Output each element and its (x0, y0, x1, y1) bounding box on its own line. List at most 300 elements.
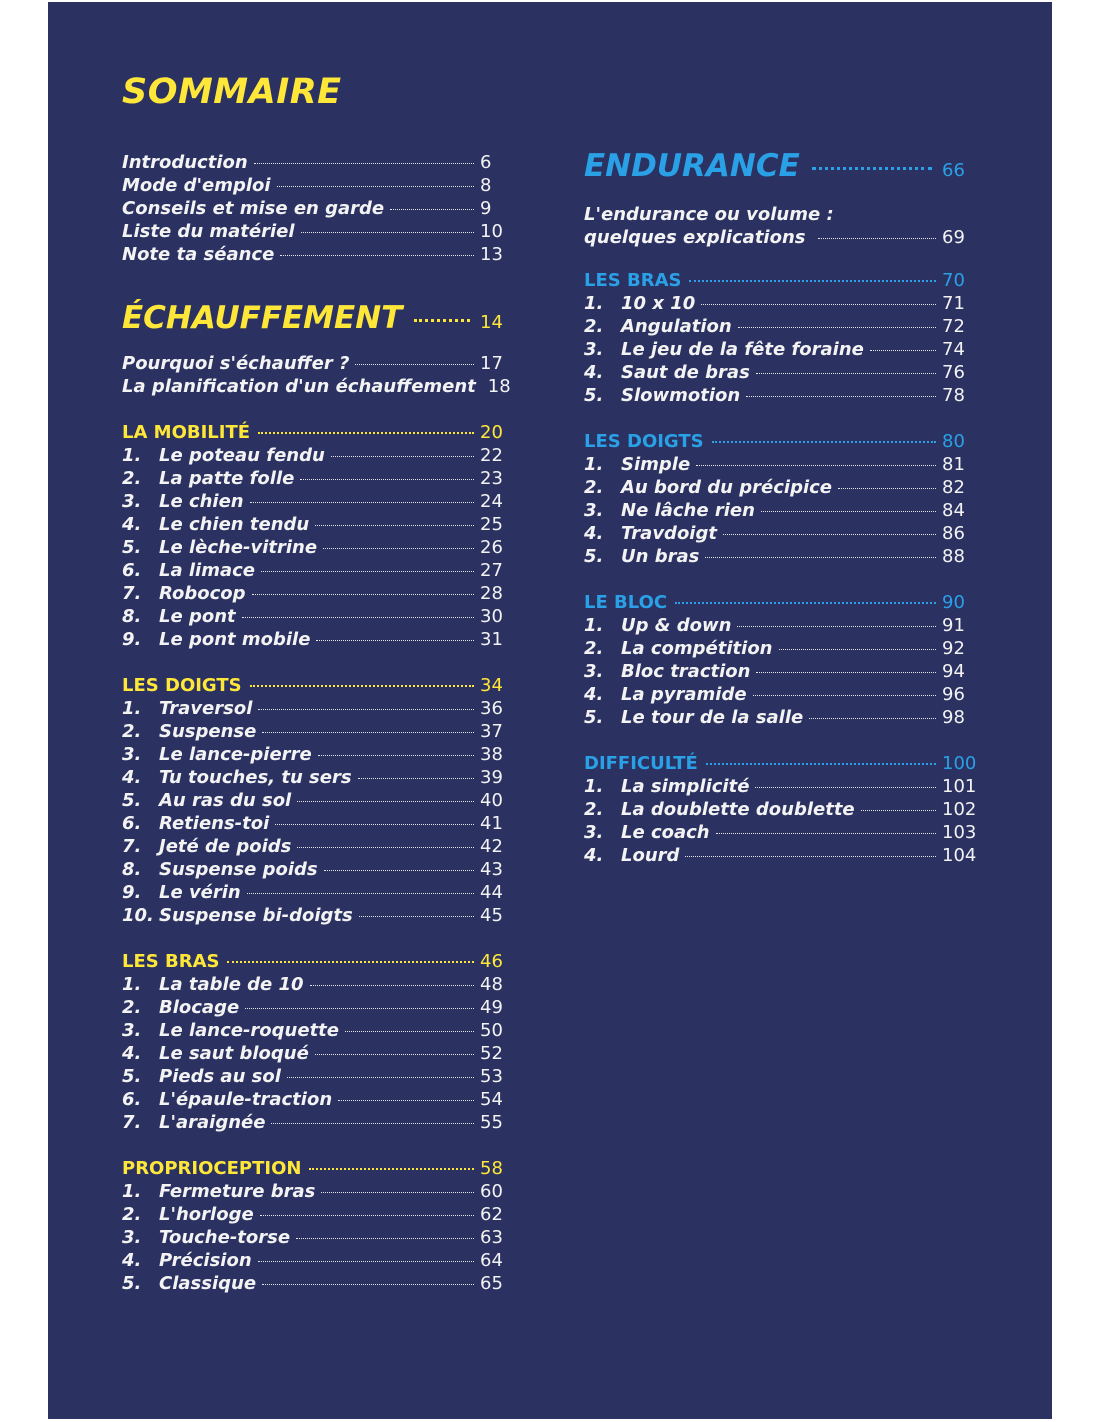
toc-entry-label: Pourquoi s'échauffer ? (122, 353, 350, 374)
toc-entry-number: 6. (122, 1089, 142, 1110)
toc-entry-label: Au bord du précipice (621, 477, 832, 498)
toc-entry[interactable] (122, 560, 514, 583)
section-page: 58 (480, 1158, 503, 1179)
endurance-title: ENDURANCE (584, 148, 800, 184)
toc-entry-label: 10 x 10 (621, 293, 696, 314)
toc-entry-page: 98 (942, 707, 965, 728)
toc-entry[interactable] (122, 1089, 514, 1112)
section-page: 34 (480, 675, 503, 696)
leader-dots (247, 893, 474, 894)
endurance-page: 66 (942, 160, 965, 181)
toc-entry-label: La doublette doublette (621, 799, 855, 820)
toc-entry-label: Le lance-roquette (159, 1020, 339, 1041)
toc-entry-number: 4. (584, 523, 604, 544)
intro-entry[interactable] (122, 376, 514, 399)
echauffement-sections (122, 422, 514, 1296)
toc-entry[interactable] (584, 316, 976, 339)
toc-entry-page: 103 (942, 822, 977, 843)
toc-entry-number: 4. (584, 684, 604, 705)
toc-entry-label: Retiens-toi (159, 813, 270, 834)
toc-entry[interactable] (584, 293, 976, 316)
leader-dots (245, 1008, 474, 1009)
toc-entry-number: 3. (122, 1020, 142, 1041)
toc-entry[interactable] (584, 385, 976, 408)
toc-entry[interactable] (122, 583, 514, 606)
toc-entry[interactable] (122, 1020, 514, 1043)
toc-entry-number: 3. (122, 491, 142, 512)
toc-entry-page: 101 (942, 776, 977, 797)
toc-entry[interactable] (122, 1250, 514, 1273)
toc-entry-number: 2. (122, 468, 142, 489)
toc-entry[interactable] (122, 1273, 514, 1296)
toc-entry-number: 1. (584, 776, 604, 797)
toc-section (122, 675, 514, 928)
toc-entry[interactable] (584, 684, 976, 707)
echauffement-title: ÉCHAUFFEMENT (122, 300, 403, 336)
toc-entry-label: Le chien tendu (159, 514, 310, 535)
leader-dots (309, 1168, 474, 1170)
toc-entry-label: La simplicité (621, 776, 750, 797)
toc-entry-label: L'horloge (159, 1204, 254, 1225)
toc-entry-label: Angulation (621, 316, 732, 337)
toc-page (48, 2, 1052, 1419)
toc-entry[interactable] (122, 1181, 514, 1204)
toc-entry-page: 26 (480, 537, 503, 558)
toc-entry-label: Le coach (621, 822, 710, 843)
section-heading[interactable] (122, 1158, 514, 1181)
section-page: 80 (942, 431, 965, 452)
leader-dots (779, 649, 937, 650)
toc-entry[interactable] (122, 1204, 514, 1227)
toc-entry-number: 2. (122, 997, 142, 1018)
left-column (122, 152, 514, 1296)
toc-entry-label: Ne lâche rien (621, 500, 755, 521)
toc-entry-number: 3. (584, 822, 604, 843)
toc-entry-label: Le pont (159, 606, 236, 627)
intro-entry[interactable] (122, 221, 514, 244)
toc-entry[interactable] (584, 638, 976, 661)
toc-entry-number: 7. (122, 836, 142, 857)
toc-entry-page: 22 (480, 445, 503, 466)
toc-entry[interactable] (122, 537, 514, 560)
toc-entry-page: 38 (480, 744, 503, 765)
toc-entry-label: Introduction (122, 152, 248, 173)
toc-entry-label: L'araignée (159, 1112, 266, 1133)
section-heading[interactable] (122, 422, 514, 445)
toc-entry-page: 76 (942, 362, 965, 383)
leader-dots (685, 856, 936, 857)
section-page: 90 (942, 592, 965, 613)
toc-entry-page: 10 (480, 221, 503, 242)
toc-entry-page: 102 (942, 799, 977, 820)
toc-entry-number: 8. (122, 606, 142, 627)
toc-entry-label: Le lèche-vitrine (159, 537, 318, 558)
leader-dots (261, 571, 474, 572)
leader-dots (359, 916, 474, 917)
toc-entry[interactable] (584, 500, 976, 523)
toc-entry-number: 1. (584, 615, 604, 636)
toc-entry[interactable] (584, 362, 976, 385)
toc-entry-page: 18 (487, 376, 511, 397)
toc-entry[interactable] (122, 997, 514, 1020)
toc-entry-number: 4. (122, 1250, 142, 1271)
toc-entry[interactable] (122, 882, 514, 905)
intro-entry[interactable] (122, 198, 514, 221)
leader-dots (227, 961, 474, 963)
toc-entry-label: Au ras du sol (159, 790, 292, 811)
toc-entry[interactable] (584, 546, 976, 569)
leader-dots (287, 1077, 474, 1078)
right-column (584, 148, 976, 868)
toc-entry[interactable] (122, 836, 514, 859)
leader-dots (738, 327, 936, 328)
toc-entry-number: 10. (122, 905, 154, 926)
toc-entry-page: 92 (942, 638, 965, 659)
leader-dots (318, 755, 474, 756)
section-title: LES DOIGTS (584, 431, 704, 452)
toc-entry-label: Lourd (621, 845, 680, 866)
section-heading[interactable] (584, 270, 976, 293)
leader-dots (338, 1100, 474, 1101)
section-title: LES BRAS (584, 270, 682, 291)
toc-entry-number: 9. (122, 882, 142, 903)
toc-entry[interactable] (122, 1227, 514, 1250)
toc-entry[interactable] (122, 721, 514, 744)
toc-entry-label: Conseils et mise en garde (122, 198, 385, 219)
toc-entry[interactable] (122, 905, 514, 928)
endurance-intro[interactable] (584, 204, 976, 250)
toc-entry-label: Le tour de la salle (621, 707, 804, 728)
toc-entry-page: 36 (480, 698, 503, 719)
leader-dots (696, 465, 936, 466)
section-title: LE BLOC (584, 592, 668, 613)
toc-entry-label: Mode d'emploi (122, 175, 271, 196)
leader-dots (258, 709, 474, 710)
leader-dots (262, 732, 474, 733)
toc-entry[interactable] (122, 491, 514, 514)
toc-entry-label: Le lance-pierre (159, 744, 312, 765)
toc-entry-number: 3. (584, 661, 604, 682)
echauffement-heading[interactable] (122, 300, 514, 340)
leader-dots (723, 534, 936, 535)
toc-entry[interactable] (584, 615, 976, 638)
section-title: LES DOIGTS (122, 675, 242, 696)
toc-entry[interactable] (584, 477, 976, 500)
toc-entry-number: 7. (122, 583, 142, 604)
toc-entry-number: 6. (122, 813, 142, 834)
leader-dots (390, 209, 474, 210)
toc-entry[interactable] (584, 707, 976, 730)
toc-entry-label: Un bras (621, 546, 700, 567)
toc-entry-number: 1. (584, 293, 604, 314)
toc-section (122, 422, 514, 652)
toc-entry-page: 28 (480, 583, 503, 604)
toc-entry-page: 30 (480, 606, 503, 627)
toc-entry[interactable] (584, 523, 976, 546)
endurance-intro-line1: L'endurance ou volume : (584, 204, 834, 225)
endurance-heading[interactable] (584, 148, 976, 188)
toc-entry[interactable] (122, 1043, 514, 1066)
toc-entry-page: 40 (480, 790, 503, 811)
page-title: SOMMAIRE (122, 72, 342, 112)
toc-entry-label: La limace (159, 560, 256, 581)
leader-dots (315, 525, 474, 526)
toc-entry[interactable] (584, 661, 976, 684)
leader-dots (315, 1054, 474, 1055)
toc-entry[interactable] (122, 1112, 514, 1135)
intro-entry[interactable] (122, 175, 514, 198)
endurance-intro-line2: quelques explications (584, 227, 806, 248)
toc-entry-label: Up & down (621, 615, 732, 636)
toc-entry-label: Touche-torse (159, 1227, 291, 1248)
toc-section (584, 592, 976, 730)
toc-entry-label: Suspense poids (159, 859, 318, 880)
toc-entry-page: 96 (942, 684, 965, 705)
leader-dots (254, 163, 474, 164)
section-heading[interactable] (122, 675, 514, 698)
toc-entry-number: 2. (584, 316, 604, 337)
section-page: 100 (942, 753, 977, 774)
toc-entry-page: 27 (480, 560, 503, 581)
toc-entry-page: 64 (480, 1250, 503, 1271)
leader-dots (250, 502, 474, 503)
toc-entry-number: 2. (584, 799, 604, 820)
toc-entry-label: La patte folle (159, 468, 295, 489)
leader-dots (310, 985, 474, 986)
leader-dots (345, 1031, 474, 1032)
toc-entry-number: 4. (122, 514, 142, 535)
toc-entry-number: 4. (122, 1043, 142, 1064)
toc-entry-number: 2. (122, 721, 142, 742)
toc-entry-label: La planification d'un échauffement (122, 376, 476, 397)
leader-dots (737, 626, 936, 627)
toc-entry[interactable] (122, 629, 514, 652)
toc-entry-number: 4. (584, 362, 604, 383)
leader-dots (301, 232, 474, 233)
toc-entry[interactable] (122, 974, 514, 997)
toc-entry-page: 44 (480, 882, 503, 903)
toc-entry[interactable] (122, 468, 514, 491)
leader-dots (262, 1284, 474, 1285)
leader-dots (275, 824, 474, 825)
toc-section (122, 951, 514, 1135)
toc-entry-number: 1. (122, 698, 142, 719)
toc-entry-page: 39 (480, 767, 503, 788)
section-page: 46 (480, 951, 503, 972)
intro-entry[interactable] (122, 244, 514, 267)
toc-entry-label: Précision (159, 1250, 252, 1271)
toc-entry-number: 5. (584, 385, 604, 406)
toc-entry-label: Le vérin (159, 882, 241, 903)
toc-entry-number: 3. (122, 1227, 142, 1248)
leader-dots (761, 511, 936, 512)
toc-entry[interactable] (122, 1066, 514, 1089)
leader-dots (675, 602, 936, 604)
leader-dots (838, 488, 936, 489)
toc-entry-page: 24 (480, 491, 503, 512)
toc-entry-label: Le poteau fendu (159, 445, 325, 466)
leader-dots (271, 1123, 474, 1124)
leader-dots (316, 640, 474, 641)
leader-dots (297, 801, 474, 802)
toc-entry-label: Slowmotion (621, 385, 741, 406)
intro-list (122, 152, 514, 267)
toc-entry[interactable] (584, 454, 976, 477)
toc-entry-page: 50 (480, 1020, 503, 1041)
leader-dots (818, 238, 937, 239)
section-heading[interactable] (584, 431, 976, 454)
toc-entry-page: 81 (942, 454, 965, 475)
toc-entry-label: Le jeu de la fête foraine (621, 339, 864, 360)
toc-entry-page: 86 (942, 523, 965, 544)
toc-entry[interactable] (122, 859, 514, 882)
toc-entry-label: Blocage (159, 997, 240, 1018)
toc-entry-number: 1. (122, 1181, 142, 1202)
echauffement-page: 14 (480, 312, 503, 333)
toc-entry-page: 54 (480, 1089, 503, 1110)
toc-entry-number: 5. (122, 537, 142, 558)
leader-dots (258, 1261, 474, 1262)
toc-entry-page: 48 (480, 974, 503, 995)
toc-entry-page: 13 (480, 244, 503, 265)
leader-dots (250, 685, 474, 687)
toc-entry-number: 5. (584, 707, 604, 728)
toc-entry-page: 52 (480, 1043, 503, 1064)
echauffement-intro-list (122, 353, 514, 399)
toc-entry-label: La compétition (621, 638, 773, 659)
toc-entry-page: 94 (942, 661, 965, 682)
toc-entry-page: 88 (942, 546, 965, 567)
toc-entry-page: 65 (480, 1273, 503, 1294)
leader-dots (252, 594, 474, 595)
toc-entry-page: 43 (480, 859, 503, 880)
toc-entry-number: 1. (122, 445, 142, 466)
leader-dots (323, 548, 474, 549)
toc-entry[interactable] (122, 767, 514, 790)
leader-dots (756, 373, 936, 374)
toc-entry-page: 71 (942, 293, 965, 314)
toc-entry-page: 84 (942, 500, 965, 521)
toc-entry-number: 8. (122, 859, 142, 880)
section-heading[interactable] (584, 592, 976, 615)
toc-section (584, 753, 976, 868)
toc-entry[interactable] (584, 799, 976, 822)
section-page: 20 (480, 422, 503, 443)
intro-entry[interactable] (122, 353, 514, 376)
leader-dots (260, 1215, 474, 1216)
toc-entry-label: Bloc traction (621, 661, 751, 682)
toc-section (584, 431, 976, 569)
leader-dots (414, 319, 470, 322)
toc-entry-page: 37 (480, 721, 503, 742)
leader-dots (706, 763, 936, 765)
toc-entry-label: Liste du matériel (122, 221, 295, 242)
toc-entry-number: 3. (584, 339, 604, 360)
toc-entry[interactable] (122, 790, 514, 813)
toc-entry-label: Traversol (159, 698, 253, 719)
toc-entry-label: Tu touches, tu sers (159, 767, 352, 788)
toc-entry-label: Fermeture bras (159, 1181, 316, 1202)
toc-entry-page: 9 (480, 198, 492, 219)
toc-entry-number: 5. (122, 1273, 142, 1294)
toc-entry[interactable] (122, 744, 514, 767)
toc-entry-label: La table de 10 (159, 974, 304, 995)
toc-entry-label: Robocop (159, 583, 246, 604)
toc-entry[interactable] (122, 606, 514, 629)
leader-dots (358, 778, 474, 779)
toc-entry-number: 5. (122, 1066, 142, 1087)
toc-entry-page: 63 (480, 1227, 503, 1248)
toc-entry-page: 91 (942, 615, 965, 636)
toc-entry-page: 31 (480, 629, 503, 650)
section-title: DIFFICULTÉ (584, 753, 698, 774)
leader-dots (280, 255, 474, 256)
toc-entry[interactable] (122, 514, 514, 537)
toc-entry-label: Saut de bras (621, 362, 750, 383)
toc-entry[interactable] (584, 845, 976, 868)
toc-entry-number: 3. (122, 744, 142, 765)
toc-entry-label: Jeté de poids (159, 836, 292, 857)
leader-dots (870, 350, 936, 351)
section-title: PROPRIOCEPTION (122, 1158, 302, 1179)
toc-entry[interactable] (584, 822, 976, 845)
toc-entry-label: Le saut bloqué (159, 1043, 309, 1064)
toc-entry-page: 53 (480, 1066, 503, 1087)
section-title: LES BRAS (122, 951, 220, 972)
toc-entry[interactable] (584, 776, 976, 799)
section-heading[interactable] (584, 753, 976, 776)
leader-dots (324, 870, 474, 871)
leader-dots (812, 167, 932, 170)
toc-entry-label: Note ta séance (122, 244, 275, 265)
toc-entry-page: 78 (942, 385, 965, 406)
leader-dots (753, 695, 936, 696)
toc-entry-page: 6 (480, 152, 492, 173)
toc-entry-label: Suspense (159, 721, 257, 742)
toc-entry-page: 55 (480, 1112, 503, 1133)
leader-dots (756, 672, 936, 673)
toc-entry[interactable] (122, 813, 514, 836)
toc-entry-number: 3. (584, 500, 604, 521)
toc-entry-number: 7. (122, 1112, 142, 1133)
toc-entry-number: 5. (122, 790, 142, 811)
leader-dots (746, 396, 936, 397)
leader-dots (331, 456, 474, 457)
toc-entry-page: 23 (480, 468, 503, 489)
toc-entry-number: 1. (584, 454, 604, 475)
leader-dots (296, 1238, 474, 1239)
leader-dots (258, 432, 474, 434)
leader-dots (300, 479, 474, 480)
toc-entry[interactable] (584, 339, 976, 362)
toc-section (584, 270, 976, 408)
leader-dots (861, 810, 936, 811)
leader-dots (716, 833, 936, 834)
leader-dots (701, 304, 936, 305)
leader-dots (297, 847, 474, 848)
toc-entry[interactable] (122, 698, 514, 721)
toc-entry-label: Le chien (159, 491, 244, 512)
intro-entry[interactable] (122, 152, 514, 175)
toc-entry-number: 4. (584, 845, 604, 866)
leader-dots (705, 557, 936, 558)
toc-entry-page: 8 (480, 175, 492, 196)
toc-entry-page: 42 (480, 836, 503, 857)
toc-entry-label: La pyramide (621, 684, 747, 705)
toc-entry-number: 1. (122, 974, 142, 995)
toc-entry[interactable] (122, 445, 514, 468)
section-heading[interactable] (122, 951, 514, 974)
